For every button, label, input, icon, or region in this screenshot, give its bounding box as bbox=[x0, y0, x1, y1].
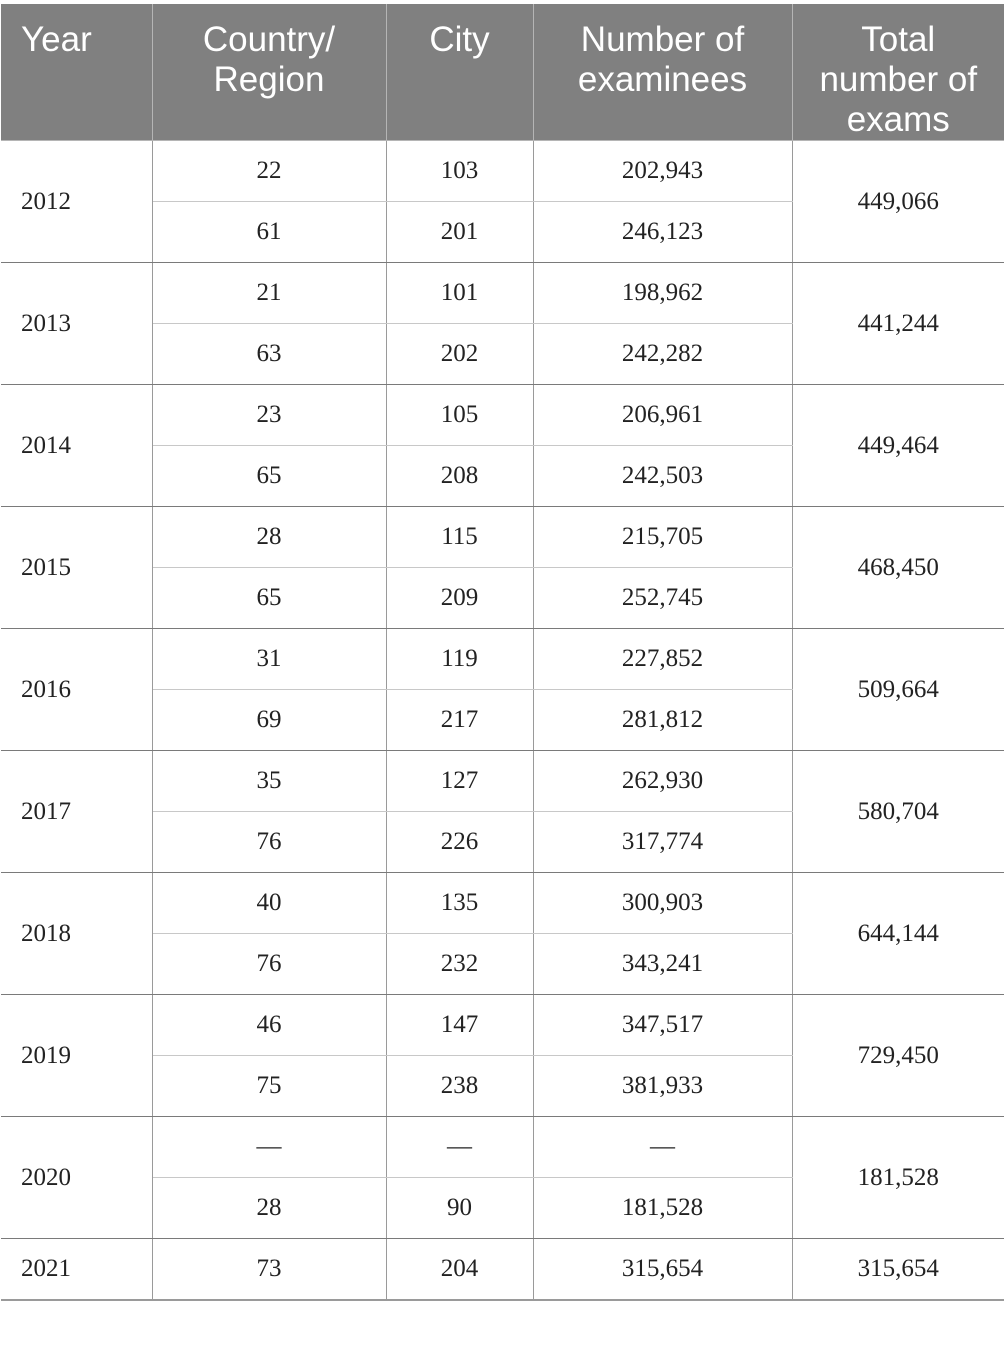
table-row bbox=[1, 1117, 1004, 1178]
city-cell: 238 bbox=[386, 1056, 533, 1117]
city-cell: 232 bbox=[386, 934, 533, 995]
country-cell: 28 bbox=[152, 507, 386, 568]
header-row bbox=[1, 4, 1004, 141]
year-cell: 2017 bbox=[1, 751, 152, 873]
examinees-cell: 242,282 bbox=[533, 324, 792, 385]
country-cell: 22 bbox=[152, 141, 386, 202]
examinees-cell: — bbox=[533, 1117, 792, 1178]
country-cell: 21 bbox=[152, 263, 386, 324]
examinees-cell: 215,705 bbox=[533, 507, 792, 568]
year-cell: 2018 bbox=[1, 873, 152, 995]
country-cell: 75 bbox=[152, 1056, 386, 1117]
city-cell: 115 bbox=[386, 507, 533, 568]
table-row bbox=[1, 995, 1004, 1056]
table-row bbox=[1, 263, 1004, 324]
table-row bbox=[1, 629, 1004, 690]
country-cell: 35 bbox=[152, 751, 386, 812]
table-row bbox=[1, 385, 1004, 446]
total-exams-cell: 580,704 bbox=[792, 751, 1004, 873]
year-cell: 2016 bbox=[1, 629, 152, 751]
country-cell: 46 bbox=[152, 995, 386, 1056]
examinees-cell: 206,961 bbox=[533, 385, 792, 446]
year-cell: 2021 bbox=[1, 1239, 152, 1300]
header-year: Year bbox=[1, 4, 152, 141]
examinees-cell: 227,852 bbox=[533, 629, 792, 690]
examinees-cell: 381,933 bbox=[533, 1056, 792, 1117]
table-row bbox=[1, 1239, 1004, 1300]
country-cell: 63 bbox=[152, 324, 386, 385]
city-cell: — bbox=[386, 1117, 533, 1178]
total-exams-cell: 449,464 bbox=[792, 385, 1004, 507]
city-cell: 201 bbox=[386, 202, 533, 263]
country-cell: 76 bbox=[152, 812, 386, 873]
table-row bbox=[1, 873, 1004, 934]
country-cell: 65 bbox=[152, 446, 386, 507]
examinees-cell: 315,654 bbox=[533, 1239, 792, 1300]
examinees-cell: 300,903 bbox=[533, 873, 792, 934]
examinees-cell: 317,774 bbox=[533, 812, 792, 873]
header-total-number-of-exams: Total number of exams bbox=[792, 4, 1004, 141]
examinees-cell: 347,517 bbox=[533, 995, 792, 1056]
country-cell: 61 bbox=[152, 202, 386, 263]
total-exams-cell: 509,664 bbox=[792, 629, 1004, 751]
total-exams-cell: 449,066 bbox=[792, 141, 1004, 263]
city-cell: 103 bbox=[386, 141, 533, 202]
country-cell: 31 bbox=[152, 629, 386, 690]
city-cell: 105 bbox=[386, 385, 533, 446]
city-cell: 147 bbox=[386, 995, 533, 1056]
table-row bbox=[1, 507, 1004, 568]
table-header bbox=[1, 4, 1004, 141]
examinees-cell: 242,503 bbox=[533, 446, 792, 507]
country-cell: 76 bbox=[152, 934, 386, 995]
city-cell: 90 bbox=[386, 1178, 533, 1239]
city-cell: 202 bbox=[386, 324, 533, 385]
table-body bbox=[1, 141, 1004, 1300]
year-cell: 2020 bbox=[1, 1117, 152, 1239]
examinees-cell: 343,241 bbox=[533, 934, 792, 995]
header-country-region: Country/ Region bbox=[152, 4, 386, 141]
table-row bbox=[1, 751, 1004, 812]
year-cell: 2012 bbox=[1, 141, 152, 263]
total-exams-cell: 181,528 bbox=[792, 1117, 1004, 1239]
country-cell: — bbox=[152, 1117, 386, 1178]
city-cell: 101 bbox=[386, 263, 533, 324]
city-cell: 127 bbox=[386, 751, 533, 812]
country-cell: 65 bbox=[152, 568, 386, 629]
city-cell: 217 bbox=[386, 690, 533, 751]
country-cell: 23 bbox=[152, 385, 386, 446]
year-cell: 2015 bbox=[1, 507, 152, 629]
total-exams-cell: 441,244 bbox=[792, 263, 1004, 385]
city-cell: 135 bbox=[386, 873, 533, 934]
city-cell: 204 bbox=[386, 1239, 533, 1300]
country-cell: 73 bbox=[152, 1239, 386, 1300]
header-city: City bbox=[386, 4, 533, 141]
city-cell: 226 bbox=[386, 812, 533, 873]
examinees-cell: 202,943 bbox=[533, 141, 792, 202]
header-number-of-examinees: Number of examinees bbox=[533, 4, 792, 141]
country-cell: 28 bbox=[152, 1178, 386, 1239]
examinees-cell: 246,123 bbox=[533, 202, 792, 263]
country-cell: 69 bbox=[152, 690, 386, 751]
table-row bbox=[1, 141, 1004, 202]
exam-statistics-table bbox=[1, 4, 1004, 1301]
country-cell: 40 bbox=[152, 873, 386, 934]
examinees-cell: 181,528 bbox=[533, 1178, 792, 1239]
city-cell: 209 bbox=[386, 568, 533, 629]
total-exams-cell: 315,654 bbox=[792, 1239, 1004, 1300]
examinees-cell: 252,745 bbox=[533, 568, 792, 629]
year-cell: 2019 bbox=[1, 995, 152, 1117]
examinees-cell: 262,930 bbox=[533, 751, 792, 812]
city-cell: 208 bbox=[386, 446, 533, 507]
total-exams-cell: 468,450 bbox=[792, 507, 1004, 629]
city-cell: 119 bbox=[386, 629, 533, 690]
year-cell: 2014 bbox=[1, 385, 152, 507]
examinees-cell: 281,812 bbox=[533, 690, 792, 751]
year-cell: 2013 bbox=[1, 263, 152, 385]
examinees-cell: 198,962 bbox=[533, 263, 792, 324]
total-exams-cell: 644,144 bbox=[792, 873, 1004, 995]
total-exams-cell: 729,450 bbox=[792, 995, 1004, 1117]
